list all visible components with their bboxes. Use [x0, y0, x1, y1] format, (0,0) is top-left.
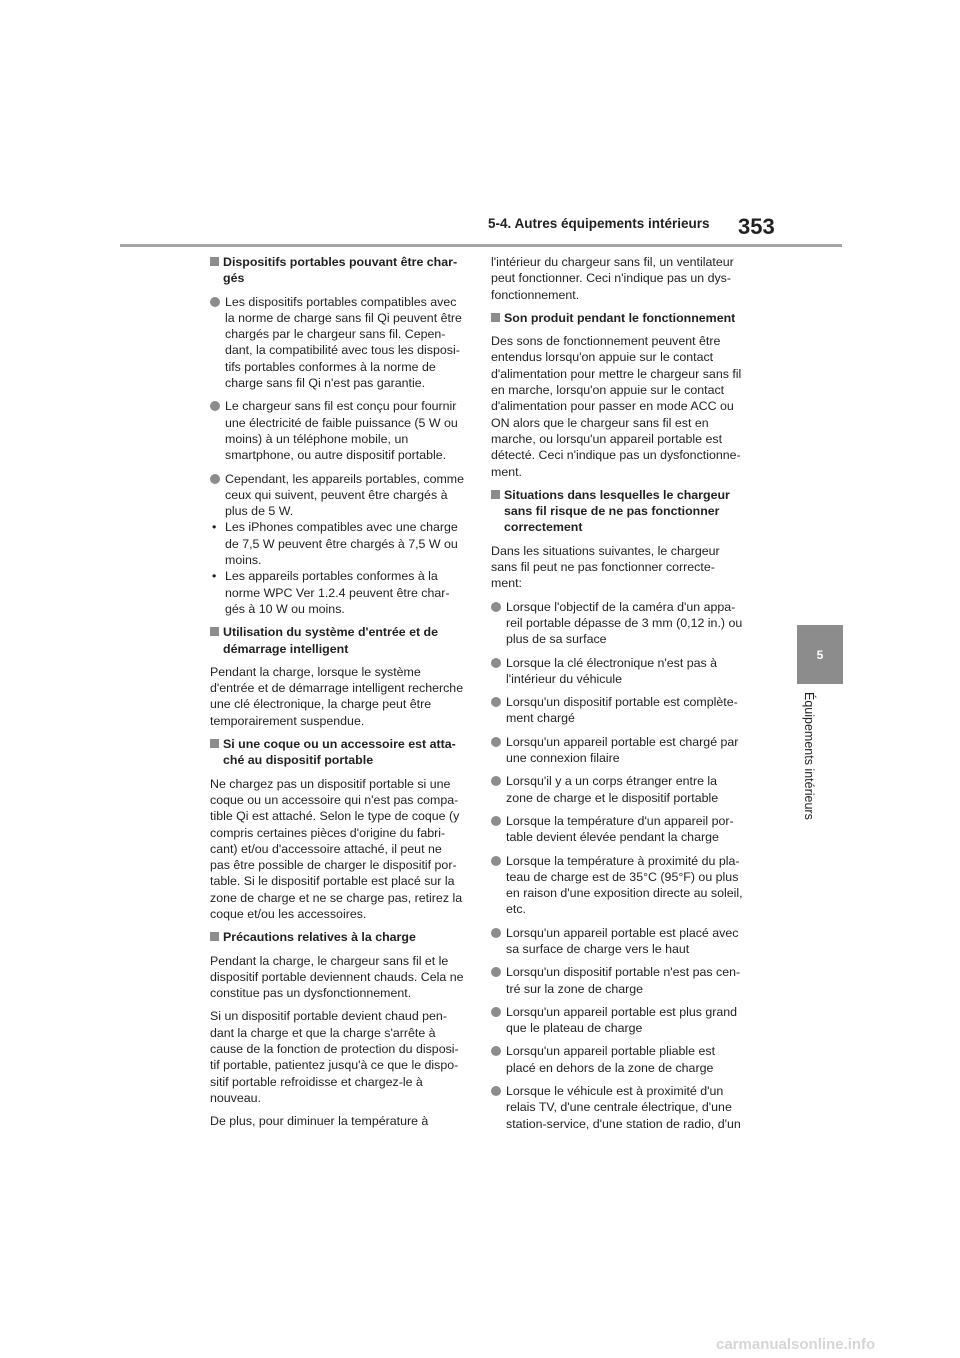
chapter-tab	[797, 625, 843, 684]
section-heading: Précautions relatives à la charge	[210, 929, 464, 945]
paragraph: Des sons de fonctionnement peuvent être entendus lorsqu'on appuie sur le contact d'alimentation pour mettre le chargeur sans fil en marche, lorsqu'on appuie sur le contact d'alimentation pour passer en mode ACC ou ON alors que le chargeur sans fil est en marche, ou lorsqu'un appareil portable est détecté. Ceci n'indique pas un dysfonctionne-ment.	[491, 334, 742, 479]
bullet-item: Lorsqu'un appareil portable pliable est placé en dehors de la zone de charge	[491, 1043, 745, 1076]
paragraph: Si un dispositif portable devient chaud pen-dant la charge et que la charge s'arrête à cause de la fonction de protection du disposi-tif portable, patientez jusqu'à ce que le dispo-sitif portable refroidisse et chargez-le à nouveau.	[210, 1009, 459, 1105]
bullet-item: Lorsque la clé électronique n'est pas à l'intérieur du véhicule	[491, 655, 745, 688]
right-column	[491, 254, 745, 1139]
section-heading: Dispositifs portables pouvant être char-gés	[210, 254, 464, 287]
sub-list	[210, 519, 464, 617]
header-divider	[120, 244, 842, 247]
paragraph: Pendant la charge, lorsque le système d'entrée et de démarrage intelligent recherche une clé électronique, la charge peut être temporairement suspendue.	[210, 664, 464, 728]
chapter-label: Équipements intérieurs	[802, 692, 816, 820]
watermark: carmanualsonline.info	[716, 1336, 876, 1353]
paragraph: De plus, pour diminuer la température à	[210, 1114, 429, 1129]
sub-item: • Les iPhones compatibles avec une charge de 7,5 W peuvent être chargés à 7,5 W ou moins.	[210, 519, 464, 568]
bullet-item: Lorsqu'un dispositif portable est complète-ment chargé	[491, 694, 745, 727]
page-number: 353	[738, 214, 775, 239]
bullet-item: Lorsqu'il y a un corps étranger entre la zone de charge et le dispositif portable	[491, 773, 745, 806]
chapter-number: 5	[816, 647, 824, 662]
bullet-item: Lorsqu'un appareil portable est chargé par une connexion filaire	[491, 734, 745, 767]
left-column	[210, 254, 464, 1137]
section-title: 5-4. Autres équipements intérieurs	[488, 216, 710, 231]
section-heading: Son produit pendant le fonctionnement	[491, 310, 745, 326]
bullet-item: Lorsque la température à proximité du pla-teau de charge est de 35°C (95°F) ou plus en raison d'une exposition directe au soleil, etc.	[491, 853, 745, 918]
bullet-item: Les dispositifs portables compatibles avec la norme de charge sans fil Qi peuvent être chargés par le chargeur sans fil. Cepen-dant, la compatibilité avec tous les disposi-tifs portables conformes à la norme de charge sans fil Qi n'est pas garantie.	[210, 294, 464, 392]
bullet-item: Lorsqu'un dispositif portable n'est pas cen-tré sur la zone de charge	[491, 964, 745, 997]
sub-item: • Les appareils portables conformes à la norme WPC Ver 1.2.4 peuvent être char-gés à 10 W ou moins.	[210, 568, 464, 617]
bullet-item: Lorsqu'un appareil portable est placé avec sa surface de charge vers le haut	[491, 925, 745, 958]
bullet-item: Lorsque l'objectif de la caméra d'un appa-reil portable dépasse de 3 mm (0,12 in.) ou plus de sa surface	[491, 599, 745, 648]
bullet-item: Lorsque le véhicule est à proximité d'un relais TV, d'une centrale électrique, d'une station-service, d'une station de radio, d'un	[491, 1083, 745, 1132]
paragraph: Dans les situations suivantes, le chargeur sans fil peut ne pas fonctionner correcte-ment:	[491, 543, 720, 591]
bullet-item: Cependant, les appareils portables, comme ceux qui suivent, peuvent être chargés à plus de 5 W.	[210, 471, 464, 520]
section-heading: Si une coque ou un accessoire est atta-ché au dispositif portable	[210, 736, 464, 769]
paragraph: l'intérieur du chargeur sans fil, un ventilateur peut fonctionner. Ceci n'indique pas un dys-fonctionnement.	[491, 255, 734, 302]
bullet-item: Lorsque la température d'un appareil por-table devient élevée pendant la charge	[491, 813, 745, 846]
section-heading: Situations dans lesquelles le chargeur sans fil risque de ne pas fonctionner correctement	[491, 487, 745, 536]
bullet-item: Le chargeur sans fil est conçu pour fournir une électricité de faible puissance (5 W ou moins) à un téléphone mobile, un smartphone, ou autre dispositif portable.	[210, 398, 464, 463]
paragraph: Ne chargez pas un dispositif portable si une coque ou un accessoire qui n'est pas compa-tible Qi est attaché. Selon le type de coque (y compris certaines pièces d'origine du fabri-cant) et/ou d'accessoire attaché, il peut ne pas être possible de charger le dispositif por-table. Si le dispositif portable est placé sur la zone de charge et ne se charge pas, retirez la coque et/ou les accessoires.	[210, 776, 463, 921]
section-heading: Utilisation du système d'entrée et de démarrage intelligent	[210, 624, 464, 657]
paragraph: Pendant la charge, le chargeur sans fil et le dispositif portable deviennent chauds. Cela ne constitue pas un dysfonctionnement.	[210, 953, 464, 1001]
bullet-item: Lorsqu'un appareil portable est plus grand que le plateau de charge	[491, 1004, 745, 1037]
